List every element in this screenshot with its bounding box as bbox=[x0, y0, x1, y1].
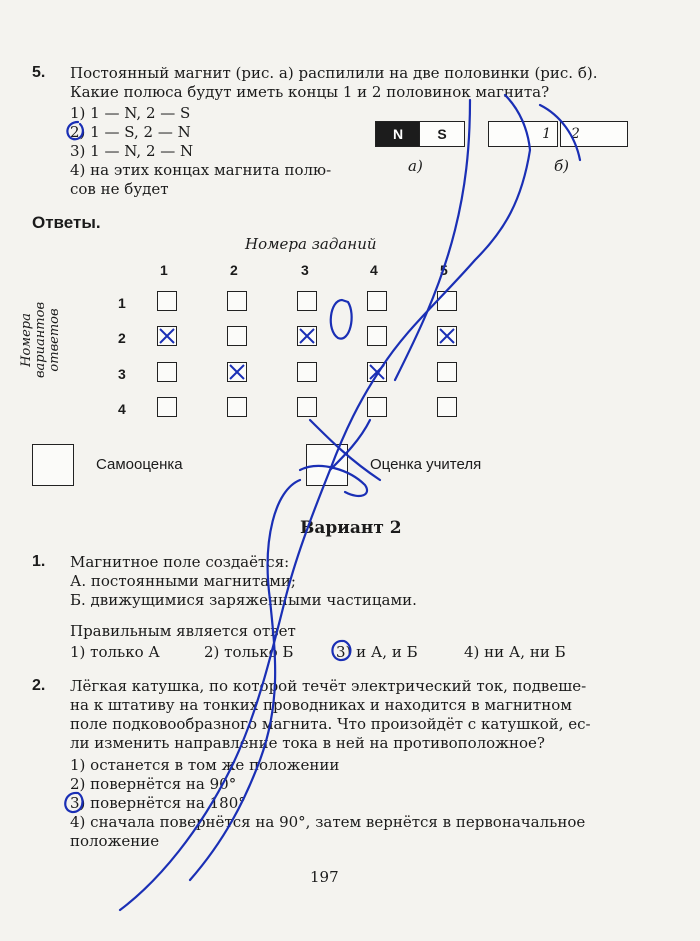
q2-option-4-cont: положение bbox=[70, 832, 160, 850]
answers-title: Ответы. bbox=[32, 213, 101, 232]
q1-option-3[interactable]: 3) и А, и Б bbox=[336, 643, 418, 661]
col-header-3: 3 bbox=[301, 262, 309, 278]
row-header-3: 3 bbox=[118, 366, 126, 382]
variants-label-line2: вариантов bbox=[33, 301, 48, 379]
variants-label-line3: ответов bbox=[47, 308, 62, 372]
ink-letter-o bbox=[331, 300, 352, 339]
half-1-label: 1 bbox=[542, 126, 551, 142]
ink-loop-lower bbox=[190, 480, 300, 880]
q5-option-2[interactable]: 2) 1 — S, 2 — N bbox=[70, 123, 191, 141]
ink-big-stroke-1 bbox=[120, 95, 530, 910]
row-header-1: 1 bbox=[118, 295, 126, 311]
col-header-5: 5 bbox=[440, 262, 448, 278]
ink-big-stroke-2 bbox=[395, 100, 470, 380]
variants-label-line1: Номера bbox=[19, 313, 34, 367]
q2-number: 2. bbox=[32, 677, 46, 694]
ink-hook bbox=[300, 466, 367, 496]
q5-text-line2: Какие полюса будут иметь концы 1 и 2 половинок магнита? bbox=[70, 83, 550, 101]
circle-q2-answer-3 bbox=[65, 793, 82, 812]
figure-b-label: б) bbox=[554, 157, 570, 175]
page-number: 197 bbox=[310, 868, 339, 886]
magnet-south-pole: S bbox=[419, 121, 465, 147]
q5-number: 5. bbox=[32, 64, 46, 81]
q2-option-1[interactable]: 1) останется в том же положении bbox=[70, 756, 340, 774]
q1-option-2[interactable]: 2) только Б bbox=[204, 643, 294, 661]
ink-tail bbox=[540, 105, 580, 160]
q1-line3: Б. движущимися заряженными частицами. bbox=[70, 591, 417, 609]
q2-line2: на к штативу на тонких проводниках и находится в магнитном bbox=[70, 696, 572, 714]
variant-title: Вариант 2 bbox=[300, 518, 402, 538]
q5-option-1[interactable]: 1) 1 — N, 2 — S bbox=[70, 104, 191, 122]
circle-q5-answer-2 bbox=[67, 122, 82, 139]
q1-line1: Магнитное поле создаётся: bbox=[70, 553, 290, 571]
q2-line3: поле подковообразного магнита. Что произойдёт с катушкой, ес- bbox=[70, 715, 591, 733]
q5-text-line1: Постоянный магнит (рис. а) распилили на две половинки (рис. б). bbox=[70, 64, 598, 82]
q2-option-4[interactable]: 4) сначала повернётся на 90°, затем вернётся в первоначальное bbox=[70, 813, 586, 831]
q2-line4: ли изменить направление тока в ней на противоположное? bbox=[70, 734, 545, 752]
q1-number: 1. bbox=[32, 553, 46, 570]
row-header-2: 2 bbox=[118, 330, 126, 346]
q1-option-4[interactable]: 4) ни А, ни Б bbox=[464, 643, 566, 661]
q2-line1: Лёгкая катушка, по которой течёт электрический ток, подвеше- bbox=[70, 677, 587, 695]
q1-line4: Правильным является ответ bbox=[70, 622, 296, 640]
col-header-1: 1 bbox=[160, 262, 168, 278]
tasks-header: Номера заданий bbox=[245, 235, 377, 253]
q1-line2: А. постоянными магнитами; bbox=[70, 572, 296, 590]
q2-option-3[interactable]: 3) повернётся на 180° bbox=[70, 794, 246, 812]
q1-option-1[interactable]: 1) только А bbox=[70, 643, 160, 661]
teacher-eval-label: Оценка учителя bbox=[370, 456, 482, 473]
q2-option-2[interactable]: 2) повернётся на 90° bbox=[70, 775, 237, 793]
magnet-north-pole: N bbox=[375, 121, 421, 147]
q5-option-4-cont: сов не будет bbox=[70, 180, 169, 198]
col-header-4: 4 bbox=[370, 262, 378, 278]
q5-option-4[interactable]: 4) на этих концах магнита полю- bbox=[70, 161, 332, 179]
row-header-4: 4 bbox=[118, 401, 126, 417]
figure-a-label: а) bbox=[408, 157, 423, 175]
col-header-2: 2 bbox=[230, 262, 238, 278]
circle-q1-answer-3 bbox=[332, 641, 350, 660]
half-2-label: 2 bbox=[571, 126, 580, 142]
q5-option-3[interactable]: 3) 1 — N, 2 — N bbox=[70, 142, 194, 160]
self-eval-label: Самооценка bbox=[96, 456, 183, 473]
